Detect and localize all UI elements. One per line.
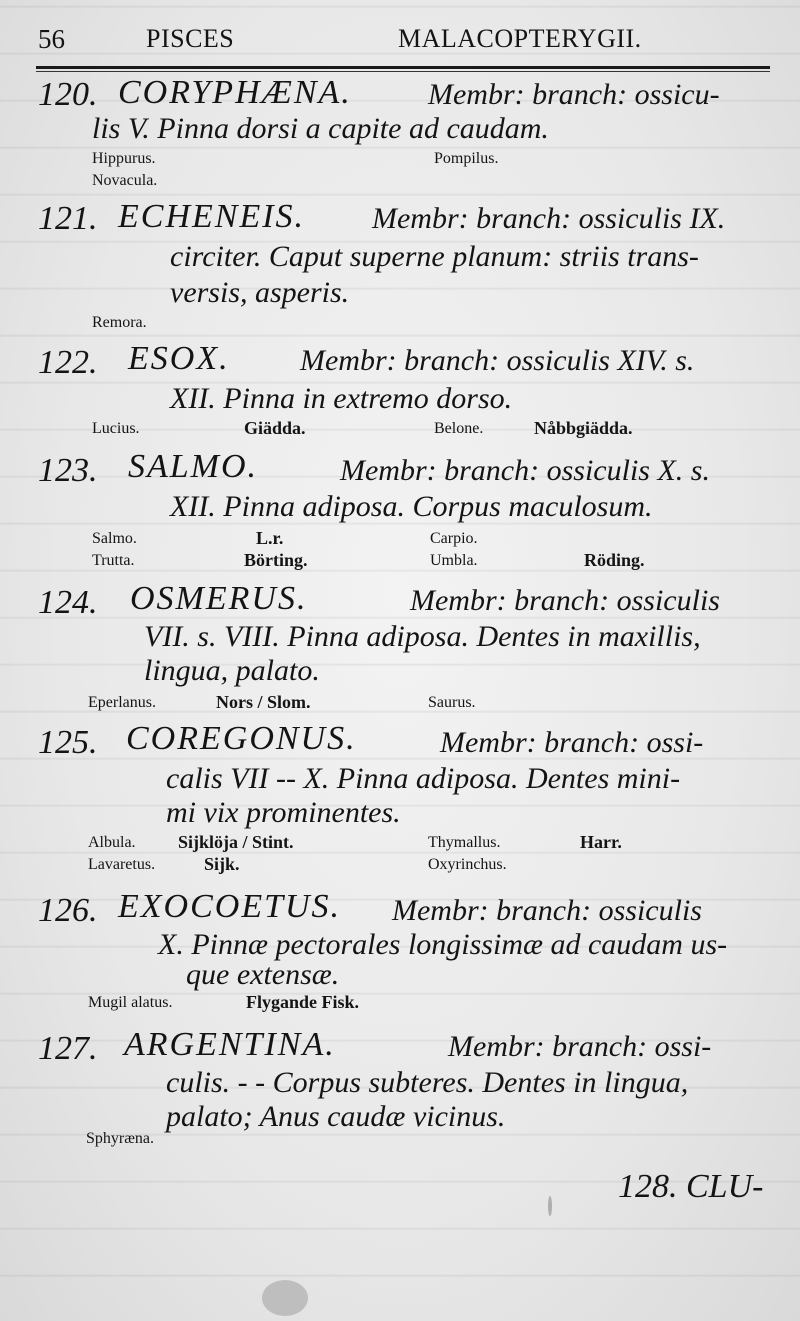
species-latin: Lucius. [92, 420, 140, 437]
description-line: X. Pinnæ pectorales longissimæ ad caudam us- [158, 928, 728, 961]
species-latin: Trutta. [92, 552, 135, 569]
header-rule [36, 66, 770, 69]
page-number: 56 [38, 24, 65, 54]
description-line: circiter. Caput superne planum: striis trans- [170, 240, 699, 273]
species-latin: Oxyrinchus. [428, 856, 507, 873]
species-latin: Belone. [434, 420, 484, 437]
species-latin: Carpio. [430, 530, 478, 547]
species-vernacular: Giädda. [244, 418, 306, 438]
species-latin: Remora. [92, 314, 147, 331]
description-line: versis, asperis. [170, 276, 350, 309]
ink-smudge [262, 1280, 308, 1316]
entry-number: 127. [38, 1030, 98, 1067]
description-line: lingua, palato. [144, 654, 320, 687]
description-line: culis. - - Corpus subteres. Dentes in lingua, [166, 1066, 689, 1099]
description-line: mi vix prominentes. [166, 796, 401, 829]
ink-speck [548, 1196, 552, 1216]
species-vernacular: Röding. [584, 550, 645, 570]
species-latin: Salmo. [92, 530, 137, 547]
entry-number: 121. [38, 200, 98, 237]
species-latin: Sphyræna. [86, 1130, 154, 1147]
species-latin: Umbla. [430, 552, 478, 569]
description-line: que extensæ. [186, 958, 340, 991]
entry-number: 126. [38, 892, 98, 929]
genus-name: CORYPHÆNA. [118, 74, 352, 111]
description-line: Membr: branch: ossi- [448, 1030, 712, 1063]
species-latin: Eperlanus. [88, 694, 156, 711]
description-line: Membr: branch: ossiculis [392, 894, 702, 927]
description-line: XII. Pinna in extremo dorso. [170, 382, 513, 415]
description-line: Membr: branch: ossi- [440, 726, 704, 759]
species-latin: Thymallus. [428, 834, 501, 851]
description-line: VII. s. VIII. Pinna adiposa. Dentes in maxillis, [144, 620, 701, 653]
species-latin: Lavaretus. [88, 856, 156, 873]
entry-number: 124. [38, 584, 98, 621]
description-line: lis V. Pinna dorsi a capite ad caudam. [92, 112, 549, 145]
catchword: 128. CLU- [618, 1168, 764, 1205]
description-line: Membr: branch: ossiculis XIV. s. [300, 344, 695, 377]
description-line: Membr: branch: ossiculis [410, 584, 720, 617]
running-header [36, 18, 768, 58]
genus-name: COREGONUS. [126, 720, 357, 757]
running-head-left: PISCES [146, 24, 235, 53]
genus-name: SALMO. [128, 448, 259, 485]
entry-number: 122. [38, 344, 98, 381]
genus-name: ECHENEIS. [118, 198, 306, 235]
description-line: Membr: branch: ossicu- [428, 78, 720, 111]
species-vernacular: Sijklöja / Stint. [178, 832, 294, 852]
description-line: Membr: branch: ossiculis IX. [372, 202, 726, 235]
species-latin: Mugil alatus. [88, 994, 173, 1011]
entry-number: 120. [38, 76, 98, 113]
species-latin: Saurus. [428, 694, 476, 711]
description-line: Membr: branch: ossiculis X. s. [340, 454, 710, 487]
header-rule-thin [36, 71, 770, 72]
species-vernacular: Nåbbgiädda. [534, 418, 633, 438]
species-vernacular: Sijk. [204, 854, 240, 874]
genus-name: OSMERUS. [130, 580, 308, 617]
description-line: palato; Anus caudæ vicinus. [166, 1100, 506, 1133]
species-latin: Pompilus. [434, 150, 499, 167]
species-vernacular: Nors / Slom. [216, 692, 311, 712]
genus-name: EXOCOETUS. [118, 888, 342, 925]
entry-number: 123. [38, 452, 98, 489]
description-line: calis VII -- X. Pinna adiposa. Dentes mini- [166, 762, 681, 795]
species-latin: Hippurus. [92, 150, 156, 167]
species-latin: Albula. [88, 834, 136, 851]
genus-name: ARGENTINA. [124, 1026, 336, 1063]
species-vernacular: L.r. [256, 528, 284, 548]
running-head-right: MALACOPTERYGII. [398, 24, 642, 53]
species-vernacular: Harr. [580, 832, 622, 852]
species-vernacular: Flygande Fisk. [246, 992, 360, 1012]
species-latin: Novacula. [92, 172, 158, 189]
description-line: XII. Pinna adiposa. Corpus maculosum. [170, 490, 653, 523]
entry-number: 125. [38, 724, 98, 761]
genus-name: ESOX. [128, 340, 230, 377]
species-vernacular: Börting. [244, 550, 308, 570]
